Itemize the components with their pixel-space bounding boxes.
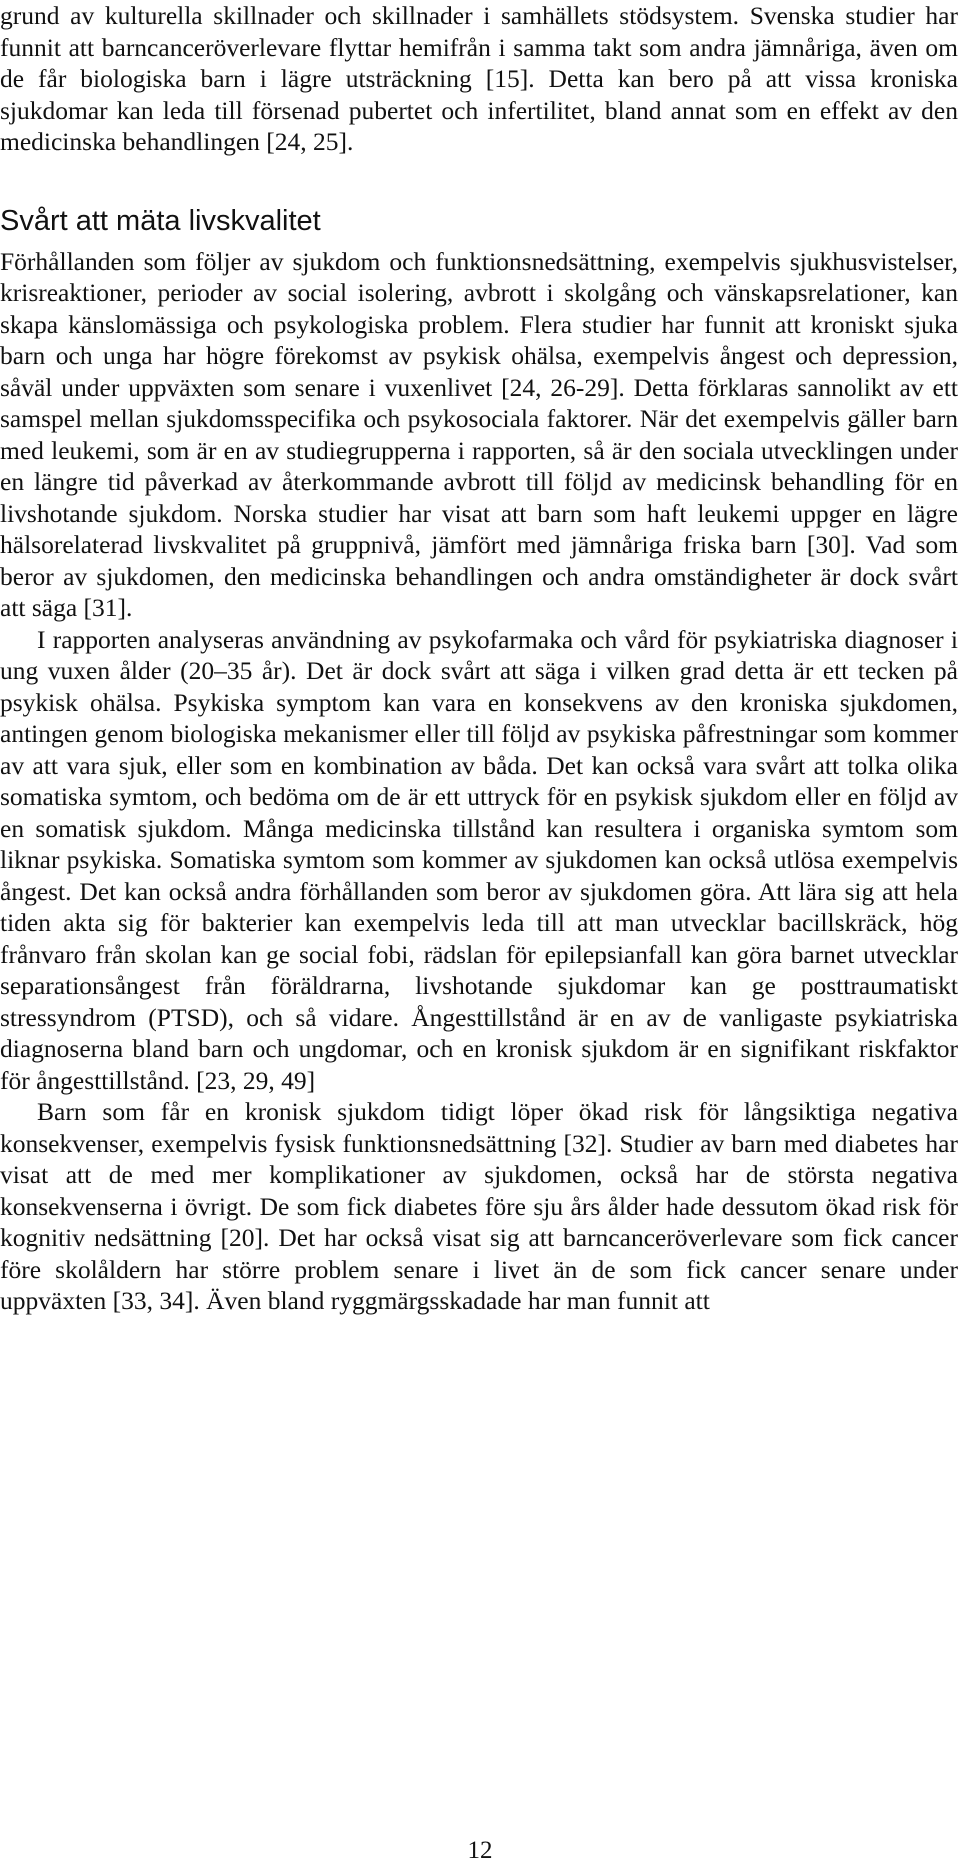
body-paragraph-3: Barn som får en kronisk sjukdom tidigt löper ökad risk för långsiktiga negativa konsekvenser, exempelvis fysisk funktionsnedsättning [32]. Studier av barn med diabetes har visat att de med mer komplikationer av sjukdomen, också har de största negativa konsekvenserna i övrigt. De som fick diabetes före sju års ålder hade dessutom ökad risk för kognitiv nedsättning [20]. Det har också visat sig att barncanceröverlevare som fick cancer före skolåldern har större problem senare i livet än de som fick cancer senare under uppväxten [33, 34]. Även bland ryggmärgsskadade har man funnit att — [0, 1097, 958, 1315]
page-number: 12 — [467, 1837, 493, 1864]
section-heading: Svårt att mäta livskvalitet — [0, 204, 321, 237]
intro-paragraph: grund av kulturella skillnader och skillnader i samhällets stödsystem. Svenska studier har funnit att barncanceröverlevare flyttar hemifrån i samma takt som andra jämnåriga, även om de får biologiska barn i lägre utsträckning [15]. Detta kan bero på att vissa kroniska sjukdomar kan leda till försenad pubertet och infertilitet, bland annat som en effekt av den medicinska behandlingen [24, 25]. — [0, 1, 958, 156]
body-paragraph-2: I rapporten analyseras användning av psykofarmaka och vård för psykiatriska diagnoser i ung vuxen ålder (20–35 år). Det är dock svårt att säga i vilken grad detta är ett tecken på psykisk ohälsa. Psykiska symptom kan vara en konsekvens av den kroniska sjukdomen, antingen genom biologiska mekanismer eller till följd av psykiska påfrestningar som kommer av att vara sjuk, eller som en kombination av båda. Det kan också vara svårt att tolka olika somatiska symtom, och bedöma om de är ett uttryck för en psykisk sjukdom eller en följd av en somatisk sjukdom. Många medicinska tillstånd kan resultera i organiska symtom som liknar psykiska. Somatiska symtom som kommer av sjukdomen kan också utlösa exempelvis ångest. Det kan också andra förhållanden som beror av sjukdomen göra. Att lära sig att hela tiden akta sig för bakterier kan exempelvis leda till att man utvecklar bacillskräck, hög frånvaro från skolan kan ge social fobi, rädslan för epilepsianfall kan göra barnet utvecklar separationsångest från föräldrarna, livshotande sjukdomar kan ge posttraumatiskt stressyndrom (PTSD), och så vidare. Ångesttillstånd är en av de vanligaste psykiatriska diagnoserna bland barn och ungdomar, och en kronisk sjukdom är en signifikant riskfaktor för ångesttillstånd. [23, 29, 49] — [0, 624, 958, 1095]
body-paragraph-1: Förhållanden som följer av sjukdom och funktionsnedsättning, exempelvis sjukhusvistelser, krisreaktioner, perioder av social isolering, avbrott i skolgång och vänskapsrelationer, kan skapa känslomässiga och psykologiska problem. Flera studier har funnit att kroniskt sjuka barn och unga har högre förekomst av psykisk ohälsa, exempelvis ångest och depression, såväl under uppväxten som senare i vuxenlivet [24, 26-29]. Detta förklaras sannolikt av ett samspel mellan sjukdomsspecifika och psykosociala faktorer. När det exempelvis gäller barn med leukemi, som är en av studiegrupperna i rapporten, så är den sociala utvecklingen under en längre tid påverkad av återkommande avbrott till följd av medicinsk behandling för en livshotande sjukdom. Norska studier har visat att barn som haft leukemi uppger en lägre hälsorelaterad livskvalitet på gruppnivå, jämfört med jämnåriga friska barn [30]. Vad som beror av sjukdomen, den medicinska behandlingen och andra omständigheter är dock svårt att säga [31]. — [0, 246, 958, 622]
